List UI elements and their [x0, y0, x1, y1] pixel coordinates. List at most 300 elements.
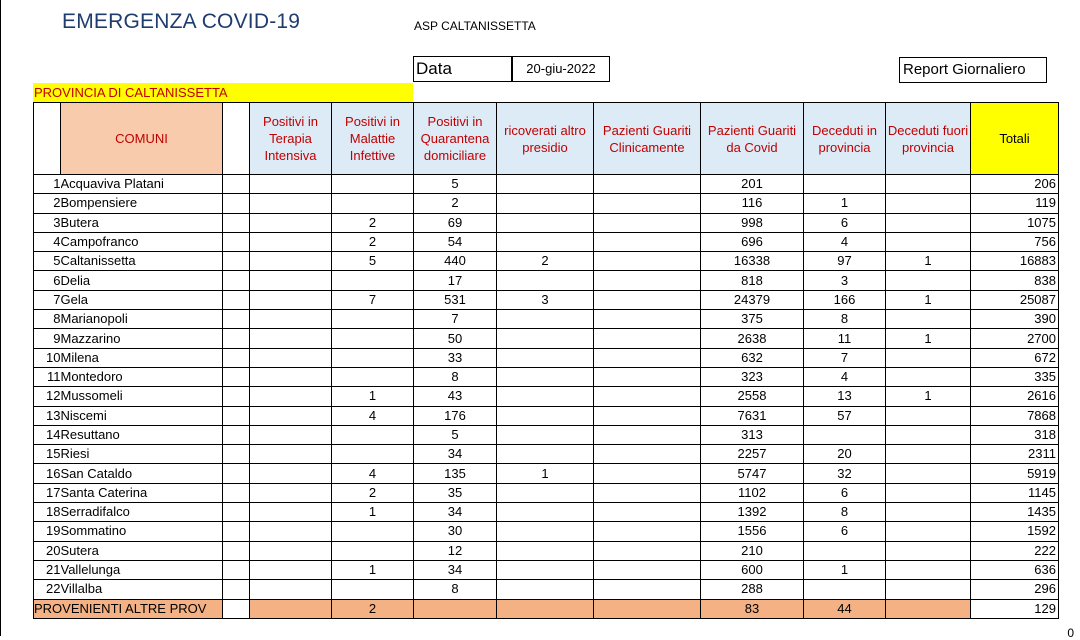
- cell-clinicamente: [594, 232, 701, 251]
- cell-terapia: [250, 406, 332, 425]
- row-comune: Montedoro: [61, 367, 223, 386]
- cell-malattie: 2: [332, 232, 414, 251]
- row-gap: [223, 329, 250, 348]
- cell-terapia: [250, 252, 332, 271]
- cell-guariti: 998: [701, 213, 804, 232]
- cell-deceduti: [804, 175, 886, 194]
- row-gap: [223, 560, 250, 579]
- cell-quarantena: 43: [414, 387, 497, 406]
- cell-deceduti: 3: [804, 271, 886, 290]
- cell-fuori: [886, 348, 971, 367]
- row-gap: [223, 580, 250, 599]
- row-gap: [223, 271, 250, 290]
- header-clinicamente: Pazienti Guariti Clinicamente: [594, 103, 701, 175]
- cell-ricoverati: 2: [497, 252, 594, 271]
- report-label: Report Giornaliero: [899, 57, 1047, 83]
- cell-clinicamente: [594, 483, 701, 502]
- row-comune: Gela: [61, 290, 223, 309]
- cell-terapia: [250, 445, 332, 464]
- row-comune: Villalba: [61, 580, 223, 599]
- row-gap: [223, 425, 250, 444]
- table-row: [34, 232, 1059, 251]
- cell-deceduti: 11: [804, 329, 886, 348]
- cell-terapia: [250, 367, 332, 386]
- cell-totali: 16883: [971, 252, 1059, 271]
- cell-deceduti: 7: [804, 348, 886, 367]
- cell-quarantena: 7: [414, 310, 497, 329]
- cell-quarantena: 135: [414, 464, 497, 483]
- cell-guariti: 24379: [701, 290, 804, 309]
- cell-clinicamente: [594, 560, 701, 579]
- cell-deceduti: 20: [804, 445, 886, 464]
- cell-ricoverati: [497, 560, 594, 579]
- header-comuni: COMUNI: [61, 103, 223, 175]
- cell-clinicamente: [594, 213, 701, 232]
- cell-guariti: 696: [701, 232, 804, 251]
- provenienti-row: [34, 599, 1059, 618]
- row-index: 19: [34, 522, 61, 541]
- cell-malattie: 2: [332, 213, 414, 232]
- row-comune: Niscemi: [61, 406, 223, 425]
- cell-guariti: 818: [701, 271, 804, 290]
- table-row: [34, 290, 1059, 309]
- table-row: [34, 271, 1059, 290]
- row-comune: Sommatino: [61, 522, 223, 541]
- cell-ricoverati: 3: [497, 290, 594, 309]
- row-index: 7: [34, 290, 61, 309]
- cell-fuori: [886, 483, 971, 502]
- row-index: 22: [34, 580, 61, 599]
- cell-terapia: [250, 271, 332, 290]
- cell-totali: 7868: [971, 406, 1059, 425]
- table-row: [34, 213, 1059, 232]
- cell-guariti: 16338: [701, 252, 804, 271]
- cell-terapia: [250, 329, 332, 348]
- cell-clinicamente: [594, 348, 701, 367]
- cell-guariti: 632: [701, 348, 804, 367]
- cell-clinicamente: [594, 194, 701, 213]
- header-gap: [223, 103, 250, 175]
- cell-fuori: [886, 503, 971, 522]
- cell-deceduti: 13: [804, 387, 886, 406]
- row-index: 10: [34, 348, 61, 367]
- cell-totali: 335: [971, 367, 1059, 386]
- cell-guariti: 201: [701, 175, 804, 194]
- cell-totali: 129: [971, 599, 1059, 618]
- cell-quarantena: 176: [414, 406, 497, 425]
- cell-guariti: 7631: [701, 406, 804, 425]
- cell-malattie: 1: [332, 503, 414, 522]
- row-comune: Santa Caterina: [61, 483, 223, 502]
- cell-deceduti: 44: [804, 599, 886, 618]
- date-value: 20-giu-2022: [512, 56, 610, 82]
- header-index: [34, 103, 61, 175]
- row-index: 16: [34, 464, 61, 483]
- row-comune: Campofranco: [61, 232, 223, 251]
- cell-malattie: [332, 425, 414, 444]
- cell-quarantena: 30: [414, 522, 497, 541]
- cell-quarantena: 50: [414, 329, 497, 348]
- cell-terapia: [250, 348, 332, 367]
- cell-clinicamente: [594, 406, 701, 425]
- cell-fuori: 1: [886, 387, 971, 406]
- cell-totali: 390: [971, 310, 1059, 329]
- row-index: 8: [34, 310, 61, 329]
- cell-terapia: [250, 194, 332, 213]
- row-gap: [223, 194, 250, 213]
- cell-deceduti: 6: [804, 483, 886, 502]
- cell-totali: 1075: [971, 213, 1059, 232]
- row-index: 1: [34, 175, 61, 194]
- cell-terapia: [250, 464, 332, 483]
- row-index: 6: [34, 271, 61, 290]
- row-index: 9: [34, 329, 61, 348]
- row-gap: [223, 599, 250, 618]
- cell-deceduti: 57: [804, 406, 886, 425]
- cell-terapia: [250, 599, 332, 618]
- cell-deceduti: [804, 541, 886, 560]
- table-row: [34, 387, 1059, 406]
- cell-malattie: [332, 367, 414, 386]
- cell-clinicamente: [594, 425, 701, 444]
- header-fuori: Deceduti fuori provincia: [886, 103, 971, 175]
- cell-quarantena: 34: [414, 445, 497, 464]
- cell-ricoverati: [497, 541, 594, 560]
- row-comune: Riesi: [61, 445, 223, 464]
- cell-clinicamente: [594, 271, 701, 290]
- cell-terapia: [250, 522, 332, 541]
- row-index: 3: [34, 213, 61, 232]
- cell-terapia: [250, 387, 332, 406]
- cell-fuori: [886, 367, 971, 386]
- cell-clinicamente: [594, 367, 701, 386]
- cell-quarantena: 17: [414, 271, 497, 290]
- cell-clinicamente: [594, 580, 701, 599]
- row-comune: Milena: [61, 348, 223, 367]
- cell-ricoverati: [497, 213, 594, 232]
- cell-quarantena: 12: [414, 541, 497, 560]
- cell-totali: 1145: [971, 483, 1059, 502]
- row-index: 17: [34, 483, 61, 502]
- table-row: [34, 580, 1059, 599]
- cell-fuori: [886, 175, 971, 194]
- row-gap: [223, 541, 250, 560]
- table-row: [34, 522, 1059, 541]
- cell-guariti: 1102: [701, 483, 804, 502]
- row-comune: Vallelunga: [61, 560, 223, 579]
- cell-quarantena: 33: [414, 348, 497, 367]
- cell-ricoverati: [497, 387, 594, 406]
- row-comune: Butera: [61, 213, 223, 232]
- row-gap: [223, 387, 250, 406]
- cell-malattie: [332, 271, 414, 290]
- cell-malattie: 2: [332, 483, 414, 502]
- cell-fuori: [886, 445, 971, 464]
- row-gap: [223, 252, 250, 271]
- cell-fuori: [886, 599, 971, 618]
- cell-totali: 222: [971, 541, 1059, 560]
- cell-clinicamente: [594, 310, 701, 329]
- cell-quarantena: 2: [414, 194, 497, 213]
- cell-quarantena: 34: [414, 560, 497, 579]
- row-index: 20: [34, 541, 61, 560]
- row-comune: Caltanissetta: [61, 252, 223, 271]
- cell-clinicamente: [594, 252, 701, 271]
- row-index: 14: [34, 425, 61, 444]
- cell-fuori: [886, 464, 971, 483]
- table-row: [34, 194, 1059, 213]
- cell-clinicamente: [594, 541, 701, 560]
- cell-fuori: [886, 425, 971, 444]
- cell-totali: 1435: [971, 503, 1059, 522]
- cell-quarantena: 34: [414, 503, 497, 522]
- table-body: [34, 175, 1059, 619]
- table-row: [34, 425, 1059, 444]
- cell-fuori: 1: [886, 329, 971, 348]
- cell-clinicamente: [594, 290, 701, 309]
- row-gap: [223, 213, 250, 232]
- row-gap: [223, 310, 250, 329]
- row-gap: [223, 406, 250, 425]
- cell-totali: 2311: [971, 445, 1059, 464]
- row-index: 2: [34, 194, 61, 213]
- cell-malattie: [332, 194, 414, 213]
- cell-clinicamente: [594, 175, 701, 194]
- cell-deceduti: 4: [804, 232, 886, 251]
- cell-deceduti: 1: [804, 194, 886, 213]
- cell-deceduti: 4: [804, 367, 886, 386]
- table-row: [34, 310, 1059, 329]
- row-index: 15: [34, 445, 61, 464]
- cell-fuori: [886, 560, 971, 579]
- row-index: 13: [34, 406, 61, 425]
- row-comune: Mazzarino: [61, 329, 223, 348]
- cell-totali: 206: [971, 175, 1059, 194]
- row-index: 11: [34, 367, 61, 386]
- cell-deceduti: [804, 425, 886, 444]
- header-totali: Totali: [971, 103, 1059, 175]
- cell-malattie: 1: [332, 560, 414, 579]
- cell-deceduti: [804, 580, 886, 599]
- row-comune: Serradifalco: [61, 503, 223, 522]
- cell-terapia: [250, 560, 332, 579]
- cell-ricoverati: [497, 406, 594, 425]
- page-left-border: [0, 0, 1, 636]
- cell-totali: 2700: [971, 329, 1059, 348]
- row-gap: [223, 464, 250, 483]
- cell-deceduti: 8: [804, 310, 886, 329]
- row-index: 4: [34, 232, 61, 251]
- row-gap: [223, 367, 250, 386]
- cell-ricoverati: [497, 580, 594, 599]
- cell-malattie: [332, 348, 414, 367]
- cell-guariti: 2558: [701, 387, 804, 406]
- cell-ricoverati: [497, 483, 594, 502]
- cell-guariti: 323: [701, 367, 804, 386]
- cell-terapia: [250, 175, 332, 194]
- table-row: [34, 560, 1059, 579]
- table-row: [34, 329, 1059, 348]
- table-row: [34, 464, 1059, 483]
- cell-quarantena: 8: [414, 580, 497, 599]
- cell-totali: 838: [971, 271, 1059, 290]
- cell-ricoverati: [497, 425, 594, 444]
- cell-deceduti: 6: [804, 522, 886, 541]
- row-gap: [223, 483, 250, 502]
- footer-value: 0: [1067, 626, 1074, 640]
- cell-clinicamente: [594, 464, 701, 483]
- cell-totali: 756: [971, 232, 1059, 251]
- date-label: Data: [413, 56, 512, 82]
- table-row: [34, 348, 1059, 367]
- row-index: 18: [34, 503, 61, 522]
- cell-ricoverati: [497, 599, 594, 618]
- cell-totali: 296: [971, 580, 1059, 599]
- cell-ricoverati: [497, 329, 594, 348]
- covid-table: [33, 102, 1059, 619]
- cell-terapia: [250, 232, 332, 251]
- cell-malattie: [332, 329, 414, 348]
- header-quarantena: Positivi in Quarantena domiciliare: [414, 103, 497, 175]
- cell-terapia: [250, 290, 332, 309]
- cell-guariti: 313: [701, 425, 804, 444]
- row-gap: [223, 290, 250, 309]
- table-row: [34, 252, 1059, 271]
- cell-clinicamente: [594, 387, 701, 406]
- cell-guariti: 2257: [701, 445, 804, 464]
- table-row: [34, 367, 1059, 386]
- row-gap: [223, 232, 250, 251]
- row-gap: [223, 503, 250, 522]
- cell-malattie: [332, 541, 414, 560]
- page-title: EMERGENZA COVID-19: [62, 10, 301, 33]
- cell-ricoverati: [497, 194, 594, 213]
- header-terapia: Positivi in Terapia Intensiva: [250, 103, 332, 175]
- header-ricoverati: ricoverati altro presidio: [497, 103, 594, 175]
- table-row: [34, 406, 1059, 425]
- cell-fuori: [886, 194, 971, 213]
- cell-totali: 672: [971, 348, 1059, 367]
- row-gap: [223, 348, 250, 367]
- table-row: [34, 541, 1059, 560]
- cell-malattie: 4: [332, 464, 414, 483]
- cell-fuori: [886, 271, 971, 290]
- row-comune: San Cataldo: [61, 464, 223, 483]
- row-index: 5: [34, 252, 61, 271]
- cell-deceduti: 166: [804, 290, 886, 309]
- cell-terapia: [250, 580, 332, 599]
- cell-malattie: 5: [332, 252, 414, 271]
- row-gap: [223, 175, 250, 194]
- province-label: PROVINCIA DI CALTANISSETTA: [33, 83, 413, 102]
- cell-malattie: 1: [332, 387, 414, 406]
- cell-quarantena: [414, 599, 497, 618]
- cell-terapia: [250, 541, 332, 560]
- cell-deceduti: 97: [804, 252, 886, 271]
- cell-deceduti: 8: [804, 503, 886, 522]
- cell-totali: 1592: [971, 522, 1059, 541]
- cell-malattie: 7: [332, 290, 414, 309]
- cell-fuori: [886, 541, 971, 560]
- cell-deceduti: 1: [804, 560, 886, 579]
- row-gap: [223, 522, 250, 541]
- cell-guariti: 288: [701, 580, 804, 599]
- asp-label: ASP CALTANISSETTA: [414, 19, 536, 33]
- header-guariti: Pazienti Guariti da Covid: [701, 103, 804, 175]
- cell-quarantena: 440: [414, 252, 497, 271]
- cell-terapia: [250, 483, 332, 502]
- row-comune: Resuttano: [61, 425, 223, 444]
- cell-malattie: [332, 310, 414, 329]
- cell-malattie: 4: [332, 406, 414, 425]
- row-comune: Sutera: [61, 541, 223, 560]
- cell-ricoverati: 1: [497, 464, 594, 483]
- cell-clinicamente: [594, 522, 701, 541]
- table-row: [34, 175, 1059, 194]
- cell-guariti: 210: [701, 541, 804, 560]
- table-row: [34, 445, 1059, 464]
- cell-malattie: 2: [332, 599, 414, 618]
- cell-terapia: [250, 425, 332, 444]
- cell-malattie: [332, 522, 414, 541]
- cell-clinicamente: [594, 599, 701, 618]
- cell-guariti: 600: [701, 560, 804, 579]
- cell-deceduti: 6: [804, 213, 886, 232]
- cell-totali: 25087: [971, 290, 1059, 309]
- cell-fuori: [886, 232, 971, 251]
- cell-totali: 5919: [971, 464, 1059, 483]
- cell-clinicamente: [594, 445, 701, 464]
- cell-ricoverati: [497, 522, 594, 541]
- cell-totali: 119: [971, 194, 1059, 213]
- cell-fuori: [886, 406, 971, 425]
- cell-guariti: 1556: [701, 522, 804, 541]
- cell-fuori: [886, 580, 971, 599]
- cell-guariti: 5747: [701, 464, 804, 483]
- cell-guariti: 375: [701, 310, 804, 329]
- header-malattie: Positivi in Malattie Infettive: [332, 103, 414, 175]
- cell-totali: 318: [971, 425, 1059, 444]
- cell-guariti: 1392: [701, 503, 804, 522]
- cell-malattie: [332, 445, 414, 464]
- row-index: 12: [34, 387, 61, 406]
- cell-terapia: [250, 213, 332, 232]
- cell-fuori: [886, 310, 971, 329]
- cell-ricoverati: [497, 232, 594, 251]
- cell-ricoverati: [497, 271, 594, 290]
- cell-quarantena: 5: [414, 425, 497, 444]
- cell-quarantena: 35: [414, 483, 497, 502]
- cell-quarantena: 531: [414, 290, 497, 309]
- row-comune: Mussomeli: [61, 387, 223, 406]
- cell-ricoverati: [497, 175, 594, 194]
- cell-totali: 636: [971, 560, 1059, 579]
- cell-ricoverati: [497, 348, 594, 367]
- cell-malattie: [332, 580, 414, 599]
- cell-quarantena: 5: [414, 175, 497, 194]
- provenienti-label: PROVENIENTI ALTRE PROV: [34, 599, 223, 618]
- row-comune: Bompensiere: [61, 194, 223, 213]
- cell-terapia: [250, 310, 332, 329]
- cell-guariti: 2638: [701, 329, 804, 348]
- cell-ricoverati: [497, 445, 594, 464]
- row-comune: Marianopoli: [61, 310, 223, 329]
- cell-ricoverati: [497, 503, 594, 522]
- cell-fuori: [886, 522, 971, 541]
- cell-quarantena: 8: [414, 367, 497, 386]
- cell-totali: 2616: [971, 387, 1059, 406]
- cell-terapia: [250, 503, 332, 522]
